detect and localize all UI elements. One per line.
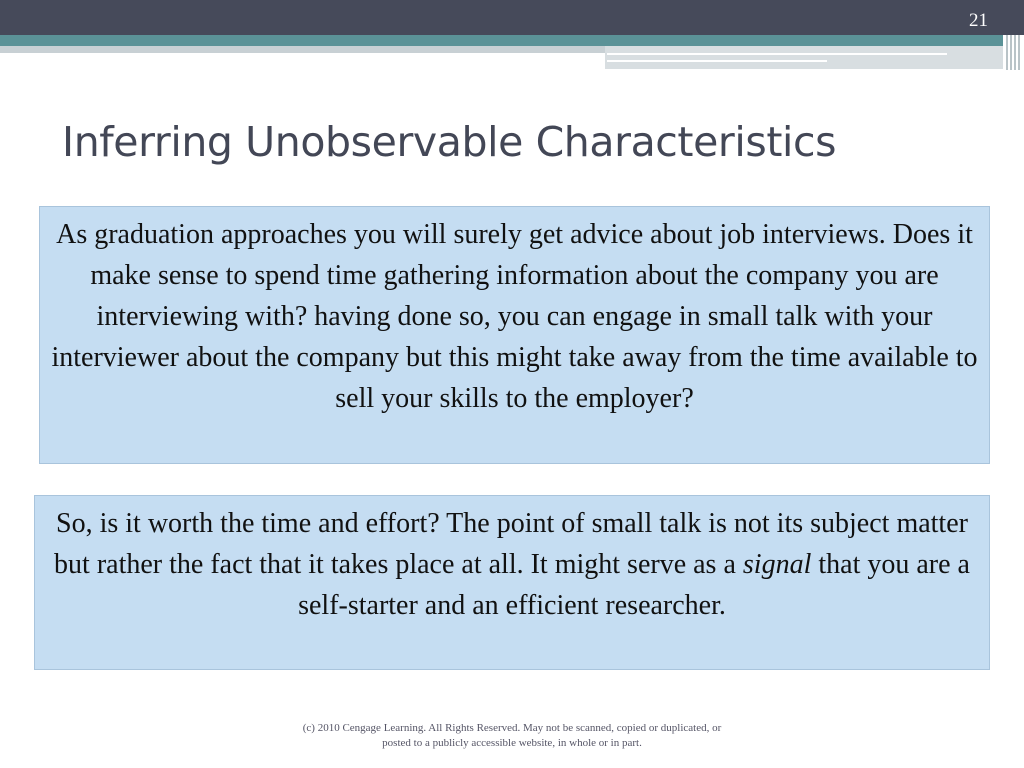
header-accent-band [0, 35, 1003, 46]
header-vertical-line [1018, 35, 1020, 70]
copyright-line-1: (c) 2010 Cengage Learning. All Rights Reserved. May not be scanned, copied or duplicated, or [302, 722, 722, 734]
text-box-signal-text-before: So, is it worth the time and effort? The point of small talk is not its subject matter but rather the fact that it takes place at all. It might serve as a [54, 508, 968, 580]
slide-title: Inferring Unobservable Characteristics [62, 118, 837, 166]
text-box-signal [34, 495, 990, 670]
header-vertical-line [1006, 35, 1008, 70]
header-right-block [605, 46, 1003, 69]
copyright-footer [262, 721, 762, 751]
text-box-advice [39, 206, 990, 464]
header-decorative-line [607, 53, 947, 55]
header-gray-band [0, 46, 605, 53]
slide-number: 21 [969, 10, 988, 31]
header-vertical-line [1014, 35, 1016, 70]
header-bar [0, 0, 1024, 35]
copyright-line-2: posted to a publicly accessible website, in whole or in part. [382, 737, 642, 749]
header-decorative-line [607, 60, 827, 62]
text-box-signal-text-after: that you are a self-starter and an efficient researcher. [298, 549, 970, 621]
text-box-advice-text: As graduation approaches you will surely get advice about job interviews. Does it make sense to spend time gathering information about the company you are interviewing with? having done so, you can engage in small talk with your interviewer about the company but this might take away from the time available to sell your skills to the employer? [51, 219, 978, 414]
header-vertical-line [1010, 35, 1012, 70]
text-box-signal-emphasis: signal [742, 549, 812, 580]
